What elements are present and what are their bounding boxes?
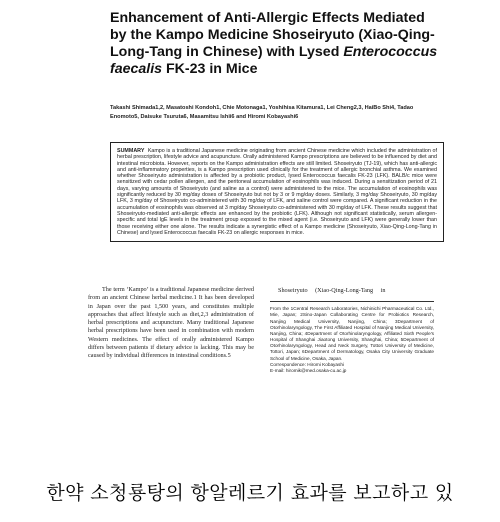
summary-box [110,142,444,242]
summary-heading: SUMMARY [117,148,145,154]
title-italic-species: Enterococcus faecalis [110,44,438,77]
intro-paragraph: The term ‘Kampo’ is a traditional Japanese medicine derived from an ancient Chinese herbal medicine.1 It has been developed in Japan over the past 1,500 years, and constitutes multiple approaches that affect lifestyle such as diet,2,3 administration of herbal prescriptions and acupuncture. Many traditional Japanese herbal prescriptions have been used in combination with modern Western medicines. The effect of orally administered Kampo differs between patients if dietary advice is lacking. This may be caused by individual differences in intestinal conditions.5 [88,286,254,360]
affiliations: From the 1Central Research Laboratories, Nichinichi Pharmaceutical Co. Ltd., Mie, Japan; 2Sino-Japan Collaborating Centre for Probiotics Research, Nanjing Medical University, Nanjing, China; 3Department of Otorhinolaryngology, The First Affiliated Hospital of Nanjing Medical University, Nanjing, China; 4Department of Otorhinolaryngology, Affiliated Sixth People's Hospital of Shanghai Jiaotong University, Shanghai, China; 5Department of Otorhinolaryngology, Head and Neck Surgery, Tottori University of Medicine, Tottori, Japan; 6Department of Dermatology, Osaka City University Graduate School of Medicine, Osaka, Japan. [270,306,434,361]
title-part-1: Enhancement of Anti-Allergic Effects Mediated by the Kampo Medicine Shoseiryuto (Xiao-Qing-Long-Tang in Chinese) with Lysed [110,10,435,60]
correspondence: Correspondence: Hiromi Kobayashi [270,361,344,367]
summary-text: Kampo is a traditional Japanese medicine originating from ancient Chinese medicine which included the administration of herbal prescription, lifestyle advice and acupuncture. Orally administered Kampo prescriptions are believed to be influenced by diet and intestinal microbiota. However, reports on the Kampo administration effects are still limited. Shoseiryuto (TJ-19), which has anti-allergic and anti-inflammatory properties, is a Kampo prescription used clinically for the treatment of allergic bronchial asthma. We examined whether Shoseiryuto administration is affected by a probiotic product, lysed Enterococcus faecalis FK-23 (LFK). BALB/c mice were sensitized with cedar pollen allergen, and the peritoneal accumulation of eosinophils was induced. During a sensitization period of 21 days, varying amounts of Shoseiryuto (and saline as a control) were administered to the mice. The accumulation of eosinophils was significantly reduced by 30 mg/day doses of Shoseiryuto but not by 3 or 9 mg/day doses. Similarly, 3 mg/day Shoseiryuto, 30 mg/day LFK, 3 mg/day of Shoseiryuto co-administered with 30 mg/day of LFK, and saline control were compared. A significant reduction in the accumulation of eosinophils was observed at 3 mg/day Shoseiryuto co-administered with 30 mg/day of LFK. These results suggest that Shoseiryuto-mediated anti-allergic effects are enhanced by the probiotic (LFK). Although not significant statistically, serum allergen-specific and total IgE levels in the treatment group exposed to the mixed agent (i.e. Shoseiryuto and LFK) were generally lower than those receiving either one alone. The results indicate a synergistic effect of a Kampo medicine (Shoseiryuto, Xiao-Qing-Long-Tang in Chinese) and lysed Enterococcus faecalis FK-23 on allergic responses in mice. [117,148,437,236]
right-column [270,287,434,374]
intro-column [88,286,254,361]
title-part-2: FK-23 in Mice [162,61,258,77]
caption-subtitle: 한약 소청룡탕의 항알레르기 효과를 보고하고 있 [46,482,454,504]
email: E-mail: hiromik@med.osaka-cu.ac.jp [270,367,347,373]
footnote-divider [270,301,434,302]
right-column-text: Shoseiryuto (Xiao-Qing-Long-Tang in [278,287,386,294]
author-list: Takashi Shimada1,2, Masatoshi Kondoh1, Chie Motonaga1, Yoshihisa Kitamura1, Lei Cheng2,3, HaiBo Shi4, Tadao Enomoto5, Daisuke Tsuruta6, Masamitsu Ishii6 and Hiromi Kobayashi6 [110,105,414,120]
article-title [110,10,440,78]
